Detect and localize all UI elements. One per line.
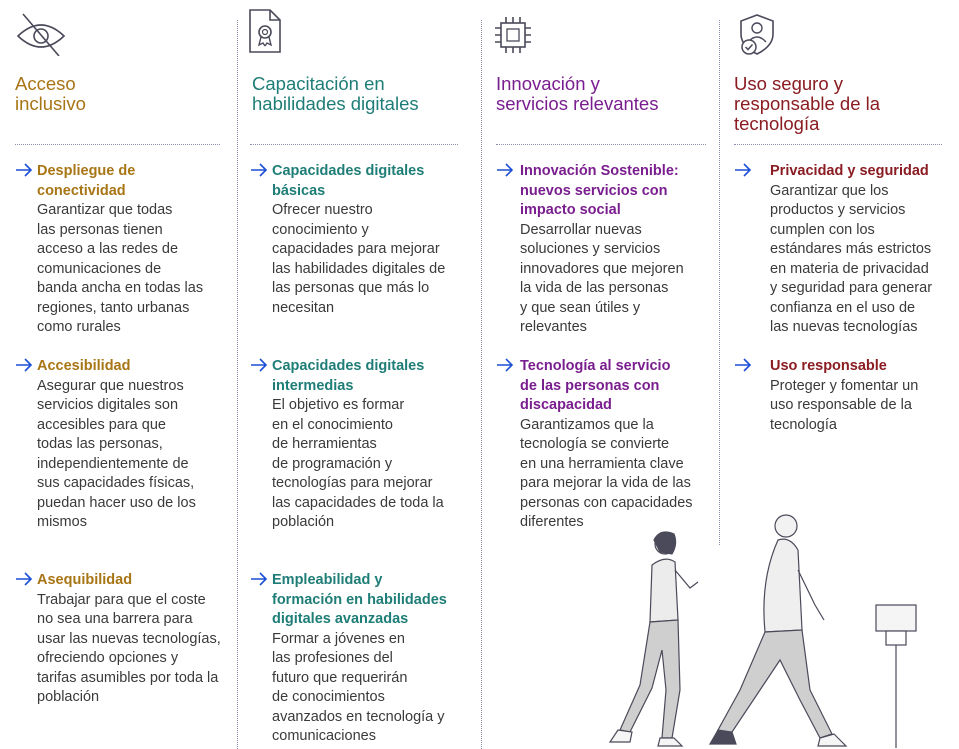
kiosk-device [876,605,916,748]
arrow-right-icon [496,163,514,177]
arrow-right-icon [734,358,752,372]
section-divider [15,144,220,145]
column-separator-3 [719,20,720,545]
section-divider [496,144,706,145]
shield-user-check-icon [736,12,782,58]
item-title: Innovación Sostenible: nuevos servicios con impacto social [520,163,679,218]
arrow-right-icon [250,572,268,586]
item-title: Capacidades digitales básicas [272,163,425,199]
arrow-right-icon [734,163,752,177]
column-title: Acceso inclusivo [15,73,86,114]
item-title: Asequibilidad [37,572,133,588]
arrow-right-icon [496,358,514,372]
item-text: Trabajar para que el coste no sea una barrera para usar las nuevas tecnologías, ofreciendo opciones y tarifas asumibles por toda la población [37,591,221,705]
item-text: Proteger y fomentar un uso responsable de la tecnología [770,377,919,433]
man-figure [710,515,846,746]
arrow-right-icon [250,358,268,372]
item-text: Garantizar que todas las personas tienen acceso a las redes de comunicaciones de banda ancha en todas las regiones, tanto urbanas como rurales [37,202,204,335]
people-walking-illustration [590,510,930,749]
column-acceso-inclusivo [15,0,230,749]
column-separator-2 [481,20,482,749]
item-text: Garantizamos que la tecnología se convierte en una herramienta clave para mejorar la vida de las personas con capacidades diferentes [520,416,693,530]
arrow-right-icon [250,163,268,177]
item-title: Accesibilidad [37,358,131,374]
column-title: Innovación y servicios relevantes [496,73,659,114]
item-text: Desarrollar nuevas soluciones y servicios innovadores que mejoren la vida de las personas y que sean útiles y relevantes [520,221,684,335]
section-divider [250,144,458,145]
item-title: Empleabilidad y formación en habilidades digitales avanzadas [272,572,447,627]
item-text: Garantizar que los productos y servicios cumplen con los estándares más estrictos en materia de privacidad y seguridad para generar confianza en el uso de las nuevas tecnologías [770,182,933,335]
column-separator-1 [237,20,238,749]
item-text: Ofrecer nuestro conocimiento y capacidades para mejorar las habilidades digitales de las personas que más lo necesitan [272,202,446,316]
certificate-document-icon [248,8,282,54]
column-title: Capacitación en habilidades digitales [252,73,419,114]
item-title: Capacidades digitales intermedias [272,358,425,394]
arrow-right-icon [15,358,33,372]
item-text: El objetivo es formar en el conocimiento de herramientas de programación y tecnologías para mejorar las capacidades de toda la población [272,397,444,530]
item-title: Privacidad y seguridad [770,163,929,179]
column-capacitacion [250,0,465,749]
item-text: Formar a jóvenes en las profesiones del futuro que requerirán de conocimientos avanzados en tecnología y comunicaciones [272,630,445,744]
item-title: Uso responsable [770,358,887,374]
item-title: Tecnología al servicio de las personas con discapacidad [520,358,671,413]
item-title: Despliegue de conectividad [37,163,136,199]
item-text: Asegurar que nuestros servicios digitales son accesibles para que todas las personas, independientemente de sus capacidades físicas, puedan hacer uso de los mismos [37,377,196,530]
arrow-right-icon [15,163,33,177]
arrow-right-icon [15,572,33,586]
woman-figure [610,532,698,746]
microchip-icon [492,14,534,56]
section-divider [734,144,942,145]
column-title: Uso seguro y responsable de la tecnología [734,73,881,134]
eye-slash-icon [15,12,69,56]
